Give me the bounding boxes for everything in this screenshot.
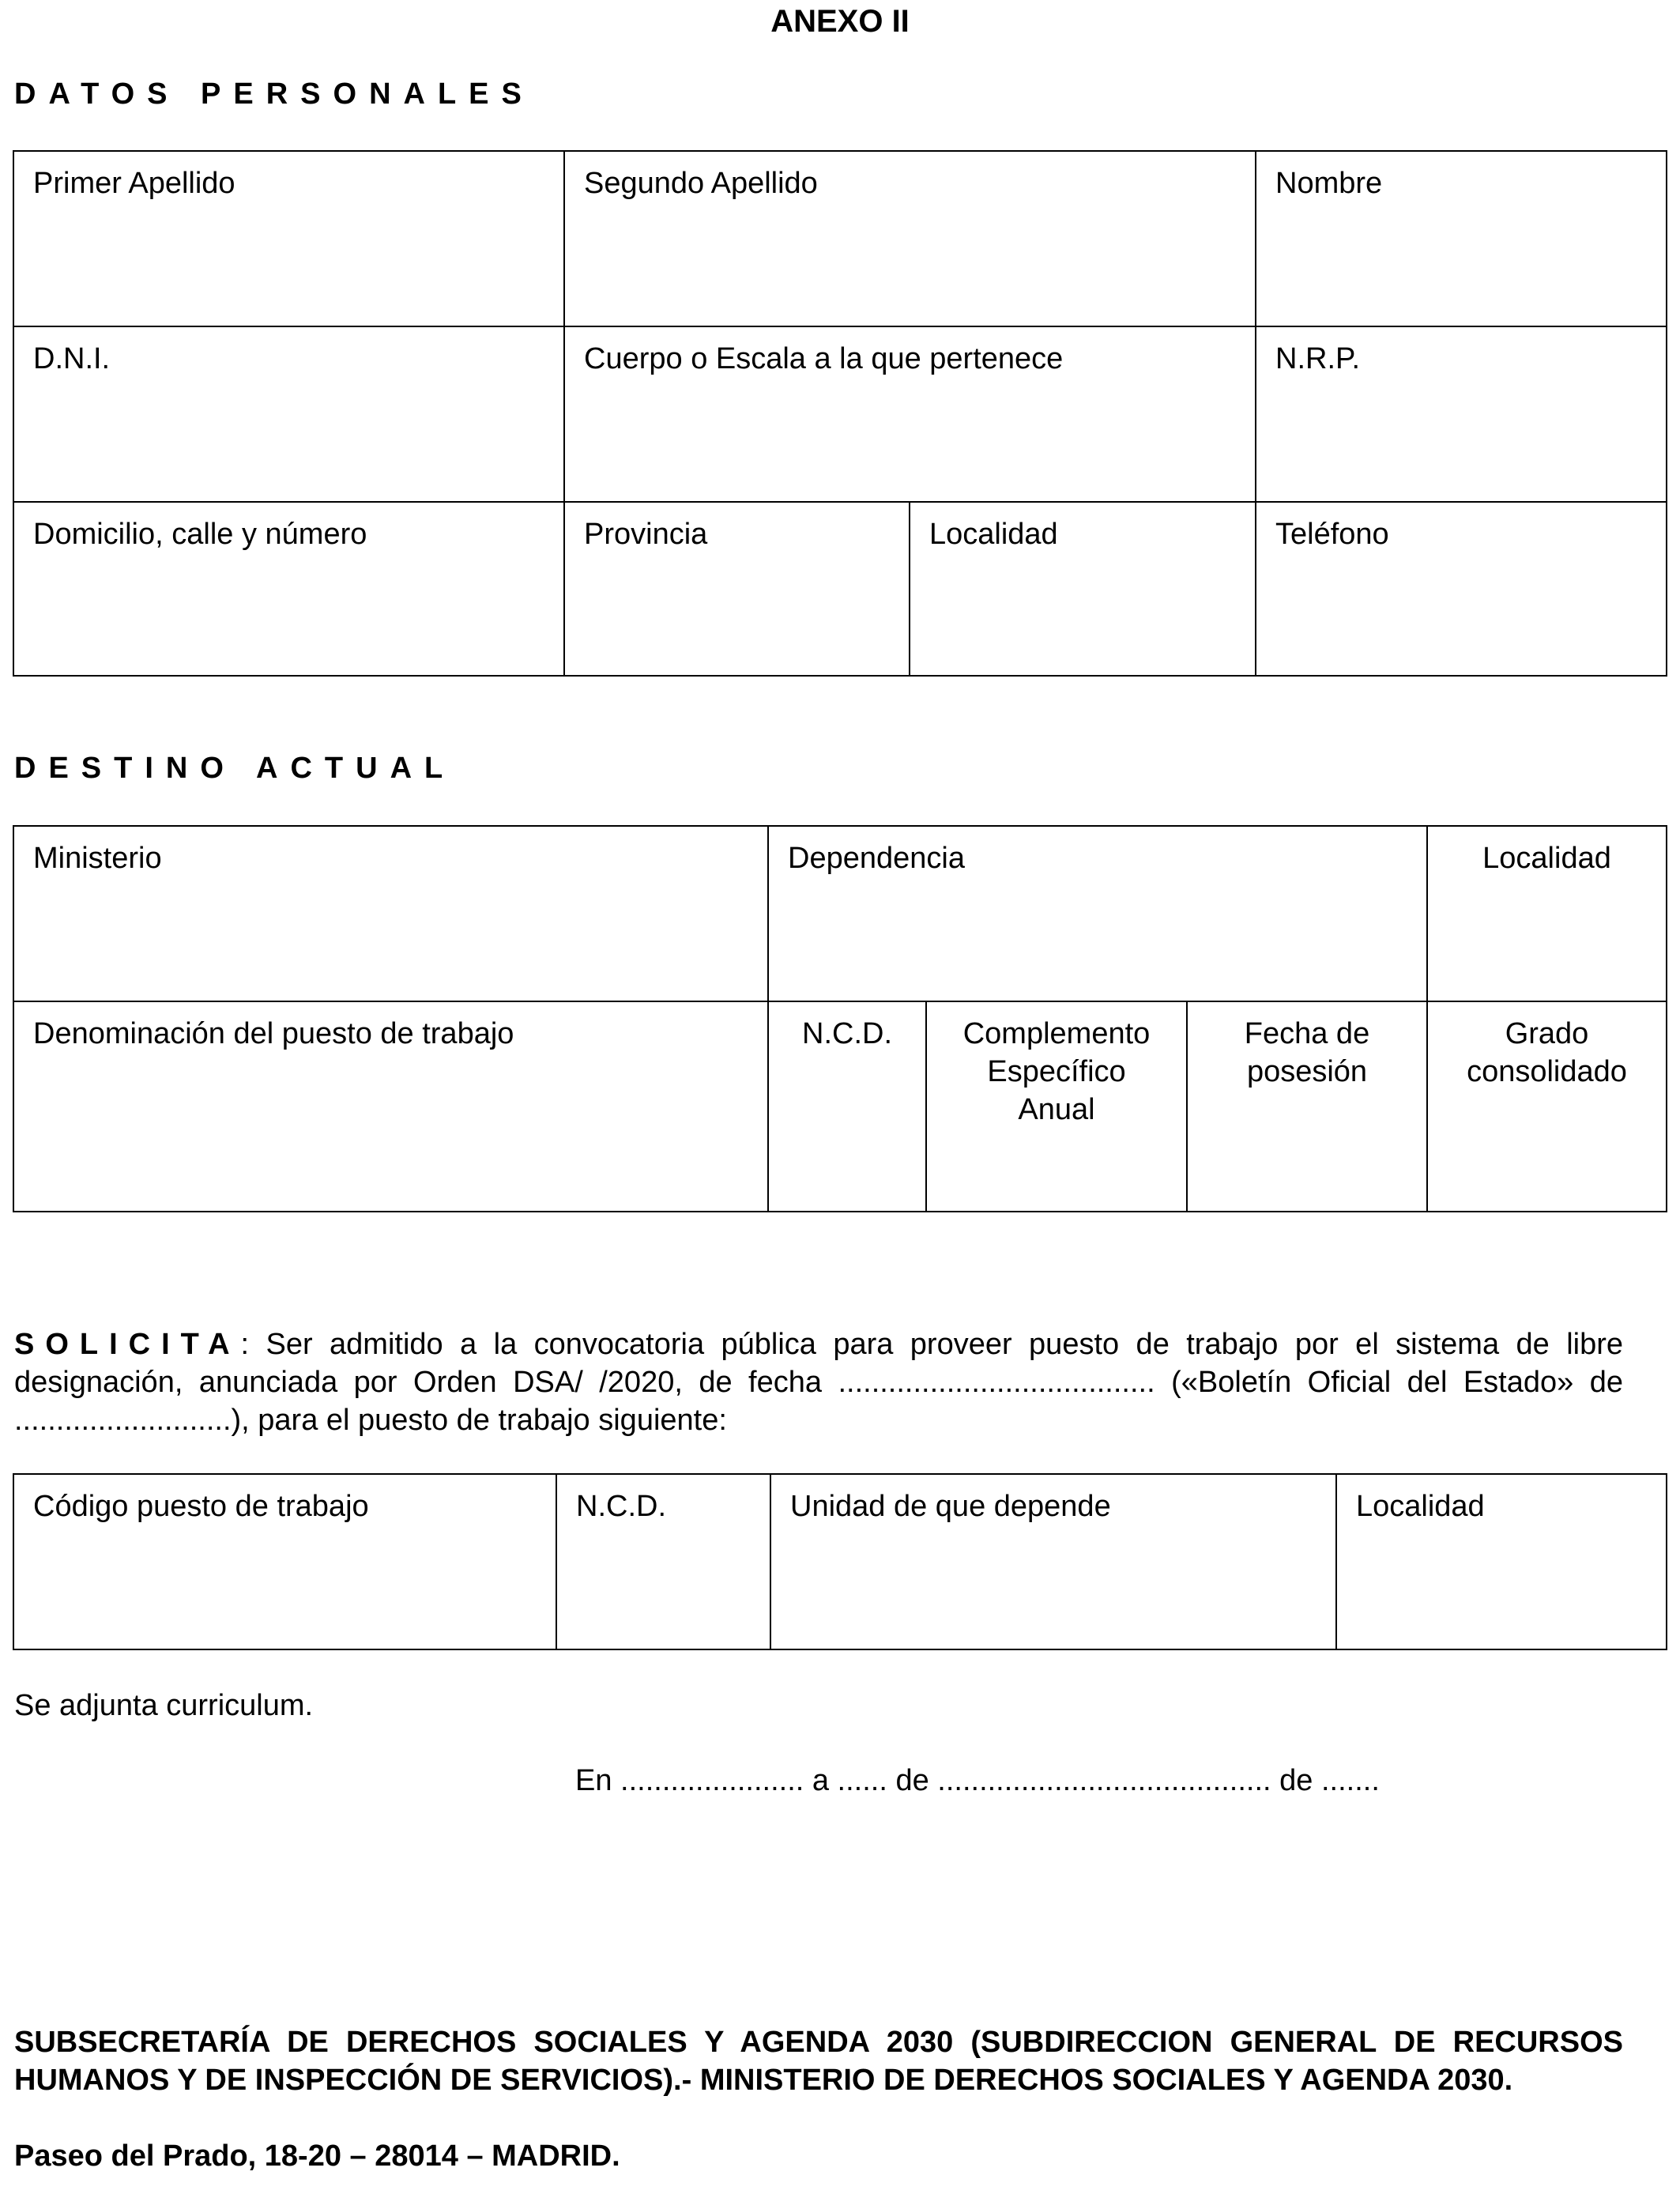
field-segundo-apellido[interactable] (563, 150, 1256, 327)
field-ministerio[interactable] (13, 825, 769, 1002)
field-label-line: Fecha de (1244, 1017, 1370, 1050)
field-cuerpo-escala[interactable] (563, 326, 1256, 503)
field-label: Cuerpo o Escala a la que pertenece (584, 342, 1064, 375)
solicita-text: : Ser admitido a la convocatoria pública para proveer puesto de trabajo por el sistema de libre designación, anunciada por Orden DSA/ /2020, de fecha ...................................... («Boletín Oficial del Estado» de ..........................), para el puesto de trabajo siguiente: (14, 1328, 1623, 1437)
field-label: Provincia (584, 518, 708, 551)
field-label: Ministerio (33, 842, 162, 875)
field-label: N.R.P. (1275, 342, 1361, 375)
field-localidad[interactable] (909, 501, 1256, 677)
solicita-paragraph (14, 1325, 1623, 1439)
field-provincia[interactable] (563, 501, 910, 677)
section-heading-destino-actual: DESTINO ACTUAL (14, 752, 456, 785)
field-label: Localidad (1356, 1490, 1485, 1523)
fecha-lugar-line[interactable]: En ...................... a ...... de ........................................ de ....... (575, 1764, 1380, 1797)
field-ncd-puesto[interactable] (556, 1473, 771, 1650)
field-ncd-destino[interactable] (767, 1001, 927, 1212)
field-nombre[interactable] (1255, 150, 1667, 327)
document-title: ANEXO II (770, 4, 910, 39)
field-label: N.C.D. (576, 1490, 666, 1523)
field-label: Teléfono (1275, 518, 1389, 551)
field-complemento-especifico[interactable] (925, 1001, 1188, 1212)
field-label: N.C.D. (802, 1017, 892, 1050)
field-denominacion-puesto[interactable] (13, 1001, 769, 1212)
field-telefono[interactable] (1255, 501, 1667, 677)
field-label: D.N.I. (33, 342, 111, 375)
field-dni[interactable] (13, 326, 565, 503)
footer-direccion: Paseo del Prado, 18-20 – 28014 – MADRID. (14, 2139, 620, 2173)
field-label-line: Grado (1505, 1017, 1589, 1050)
field-label: Primer Apellido (33, 167, 235, 200)
field-nrp[interactable] (1255, 326, 1667, 503)
field-label: Nombre (1275, 167, 1383, 200)
field-unidad-depende[interactable] (770, 1473, 1337, 1650)
field-localidad-puesto[interactable] (1335, 1473, 1667, 1650)
field-label-line: Complemento (962, 1017, 1151, 1050)
section-heading-datos-personales: DATOS PERSONALES (14, 77, 534, 111)
field-label-line: posesión (1246, 1055, 1368, 1088)
field-localidad-destino[interactable] (1426, 825, 1667, 1002)
field-label-line: Específico (987, 1055, 1126, 1088)
field-label: Denominación del puesto de trabajo (33, 1017, 514, 1050)
field-label-line: consolidado (1467, 1055, 1627, 1088)
field-dependencia[interactable] (767, 825, 1428, 1002)
field-codigo-puesto[interactable] (13, 1473, 557, 1650)
field-domicilio[interactable] (13, 501, 565, 677)
adjunta-curriculum-text: Se adjunta curriculum. (14, 1689, 314, 1722)
field-label: Dependencia (788, 842, 965, 875)
field-primer-apellido[interactable] (13, 150, 565, 327)
field-label: Segundo Apellido (584, 167, 818, 200)
field-label: Código puesto de trabajo (33, 1490, 369, 1523)
field-grado-consolidado[interactable] (1426, 1001, 1667, 1212)
field-fecha-posesion[interactable] (1186, 1001, 1428, 1212)
solicita-keyword: SOLICITA (14, 1328, 241, 1361)
field-label-line: Anual (1018, 1093, 1095, 1126)
field-label: Unidad de que depende (790, 1490, 1111, 1523)
field-label: Domicilio, calle y número (33, 518, 367, 551)
field-label: Localidad (929, 518, 1058, 551)
footer-organismo: SUBSECRETARÍA DE DERECHOS SOCIALES Y AGENDA 2030 (SUBDIRECCION GENERAL DE RECURSOS HUMANOS Y DE INSPECCIÓN DE SERVICIOS).- MINISTERIO DE DERECHOS SOCIALES Y AGENDA 2030. (14, 2026, 1623, 2097)
field-label: Localidad (1482, 842, 1611, 875)
